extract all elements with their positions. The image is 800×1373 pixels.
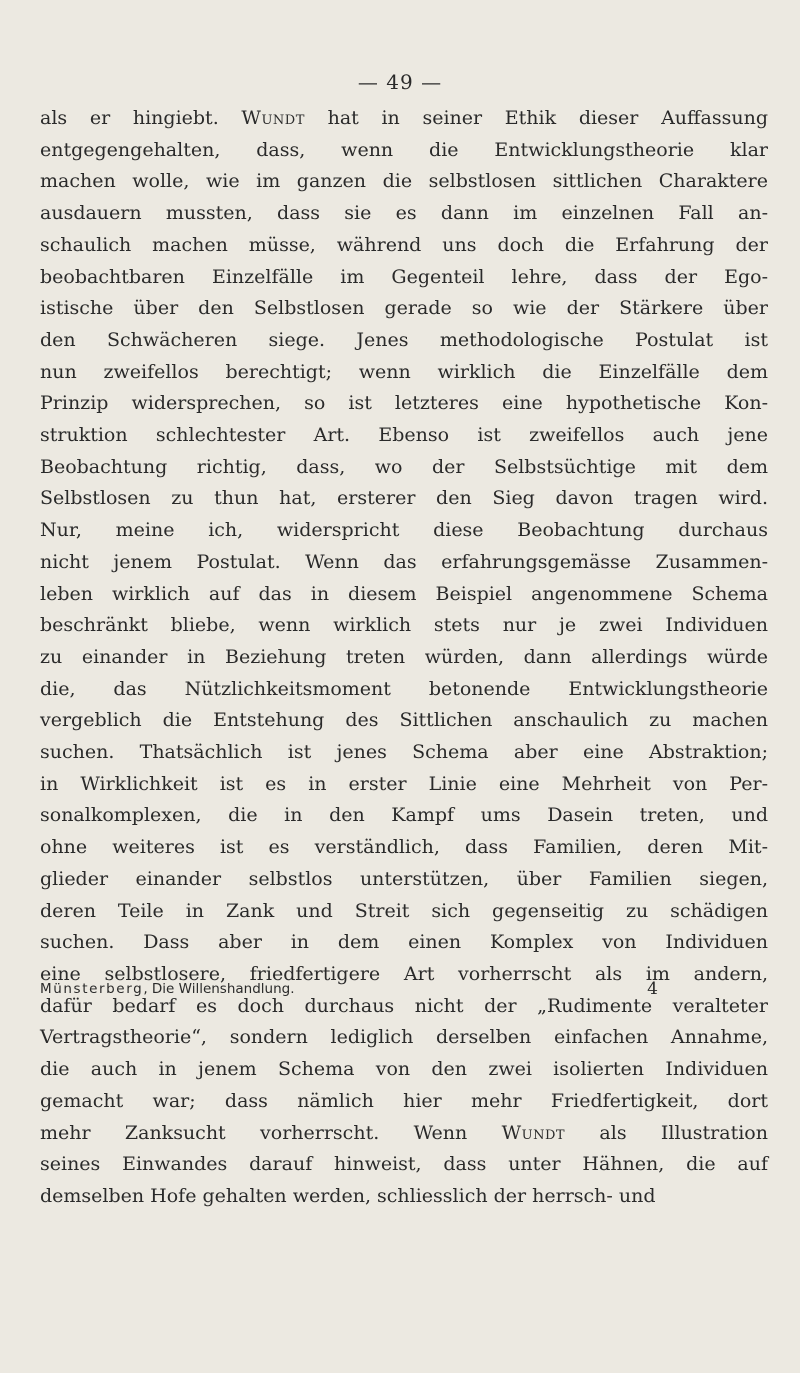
text-line	[40, 800, 768, 832]
page-number: — 49 —	[357, 70, 443, 94]
text-segment: in Wirklichkeit ist es in erster Linie eine Mehrheit von Per-	[40, 772, 768, 795]
body-text	[40, 103, 768, 1213]
text-line	[40, 388, 768, 420]
text-segment: seines Einwandes darauf hinweist, dass unter Hähnen, die auf	[40, 1153, 768, 1176]
text-line	[40, 262, 768, 294]
text-line	[40, 293, 768, 325]
text-segment: nicht jenem Postulat. Wenn das erfahrungsgemässe Zusammen-	[40, 550, 768, 573]
text-segment: nun zweifellos berechtigt; wenn wirklich die Einzelfälle dem	[40, 360, 768, 383]
text-line	[40, 1054, 768, 1086]
text-segment: Nur, meine ich, widerspricht diese Beobachtung durchaus	[40, 519, 768, 542]
text-segment: eine selbstlosere, friedfertigere Art vorherrscht als im andern,	[40, 962, 768, 985]
text-segment: beschränkt bliebe, wenn wirklich stets nur je zwei Individuen	[40, 614, 768, 637]
text-segment: Beobachtung richtig, dass, wo der Selbstsüchtige mit dem	[40, 455, 768, 478]
text-line	[40, 1181, 768, 1213]
text-line	[40, 166, 768, 198]
text-line	[40, 737, 768, 769]
text-segment: Prinzip widersprechen, so ist letzteres eine hypothetische Kon-	[40, 392, 768, 415]
text-segment: als Illustration	[565, 1121, 768, 1144]
text-segment: als er hingiebt.	[40, 107, 242, 129]
text-segment: schaulich machen müsse, während uns doch die Erfahrung der	[40, 233, 768, 256]
text-line	[40, 864, 768, 896]
text-segment: glieder einander selbstlos unterstützen, über Familien siegen,	[40, 867, 768, 890]
text-segment: machen wolle, wie im ganzen die selbstlosen sittlichen Charaktere	[40, 170, 768, 193]
author-name: Wundt	[241, 107, 305, 129]
text-line	[40, 357, 768, 389]
text-line	[40, 927, 768, 959]
text-segment: suchen. Dass aber in dem einen Komplex von Individuen	[40, 931, 768, 954]
page-footer	[40, 981, 768, 1003]
text-segment: vergeblich die Entstehung des Sittlichen anschaulich zu machen	[40, 709, 768, 732]
text-line	[40, 610, 768, 642]
text-line	[40, 1118, 768, 1150]
text-segment: beobachtbaren Einzelfälle im Gegenteil lehre, dass der Ego-	[40, 265, 768, 288]
text-segment: deren Teile in Zank und Streit sich gegenseitig zu schädigen	[40, 899, 768, 922]
text-segment: struktion schlechtester Art. Ebenso ist zweifellos auch jene	[40, 424, 768, 447]
text-line	[40, 705, 768, 737]
text-line	[40, 547, 768, 579]
text-line	[40, 103, 768, 135]
text-segment: hat in seiner Ethik dieser Auffassung	[304, 107, 768, 129]
text-segment: istische über den Selbstlosen gerade so wie der Stärkere über	[40, 297, 768, 320]
text-segment: Vertragstheorie“, sondern lediglich derselben einfachen Annahme,	[40, 1026, 768, 1049]
text-line	[40, 515, 768, 547]
text-segment: ausdauern mussten, dass sie es dann im einzelnen Fall an-	[40, 202, 768, 225]
text-line	[40, 230, 768, 262]
text-segment: leben wirklich auf das in diesem Beispiel angenommene Schema	[40, 582, 768, 605]
text-line	[40, 135, 768, 167]
text-segment: entgegengehalten, dass, wenn die Entwicklungstheorie klar	[40, 138, 768, 161]
text-segment: Selbstlosen zu thun hat, ersterer den Sieg davon tragen wird.	[40, 487, 768, 510]
text-segment: den Schwächeren siege. Jenes methodologische Postulat ist	[40, 328, 768, 351]
text-segment: die, das Nützlichkeitsmoment betonende Entwicklungstheorie	[40, 677, 768, 700]
text-segment: zu einander in Beziehung treten würden, dann allerdings würde	[40, 645, 768, 668]
text-line	[40, 579, 768, 611]
text-line	[40, 420, 768, 452]
text-line	[40, 198, 768, 230]
text-line	[40, 1086, 768, 1118]
text-segment: demselben Hofe gehalten werden, schliesslich der herrsch- und	[40, 1184, 656, 1207]
text-line	[40, 642, 768, 674]
signature-mark: 4	[647, 979, 658, 999]
footer-author: Münsterberg	[40, 981, 144, 997]
text-line	[40, 896, 768, 928]
text-line	[40, 674, 768, 706]
text-line	[40, 325, 768, 357]
text-segment: mehr Zanksucht vorherrscht. Wenn	[40, 1121, 502, 1144]
text-segment: gemacht war; dass nämlich hier mehr Friedfertigkeit, dort	[40, 1089, 768, 1112]
text-segment: ohne weiteres ist es verständlich, dass Familien, deren Mit-	[40, 836, 768, 859]
text-line	[40, 452, 768, 484]
text-segment: suchen. Thatsächlich ist jenes Schema aber eine Abstraktion;	[40, 741, 768, 764]
text-line	[40, 483, 768, 515]
text-line	[40, 1022, 768, 1054]
text-segment: dafür bedarf es doch durchaus nicht der „Rudimente veralteter	[40, 994, 768, 1017]
text-segment: sonalkomplexen, die in den Kampf ums Dasein treten, und	[40, 804, 768, 827]
footer-title: , Die Willenshandlung.	[143, 981, 295, 997]
text-line	[40, 1149, 768, 1181]
text-line	[40, 832, 768, 864]
author-name: Wundt	[501, 1121, 566, 1144]
text-line	[40, 769, 768, 801]
text-segment: die auch in jenem Schema von den zwei isolierten Individuen	[40, 1058, 768, 1081]
